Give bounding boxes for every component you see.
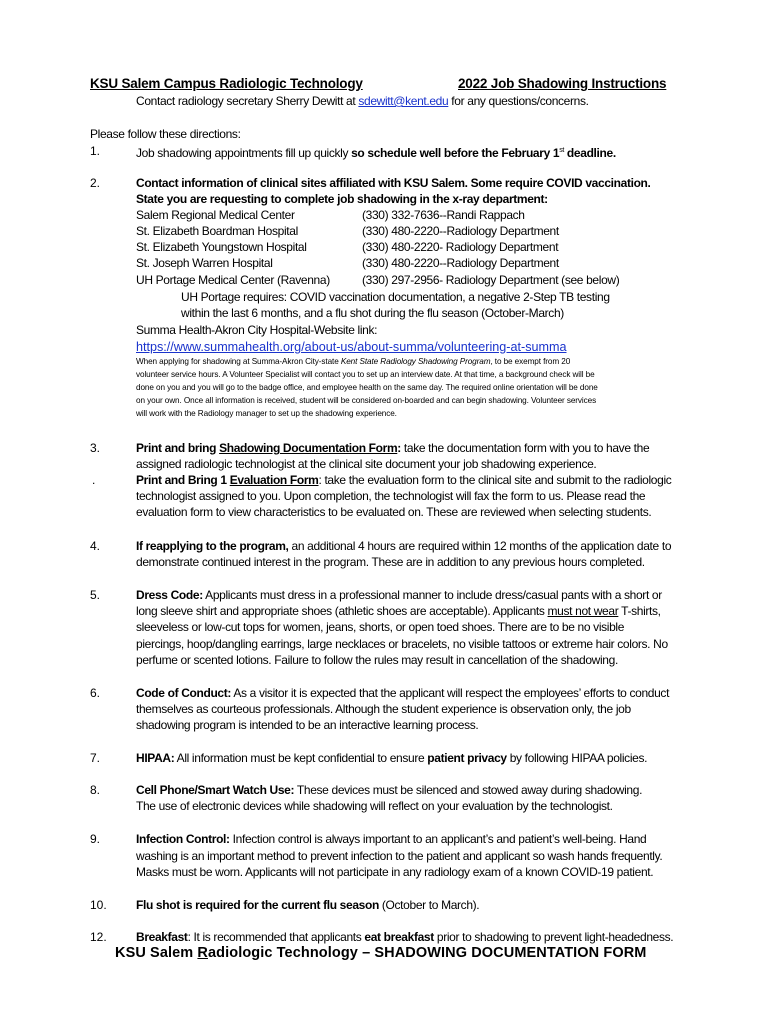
item-1-number: 1. xyxy=(90,144,101,158)
contact-suffix: for any questions/concerns. xyxy=(448,94,589,108)
site-phone: (330) 480-2220--Radiology Department xyxy=(362,224,559,238)
intro-text: Please follow these directions: xyxy=(90,127,241,141)
item-3-sub-number: . xyxy=(92,473,96,487)
item-2-heading-line1: Contact information of clinical sites affiliated with KSU Salem. Some require COVID vaccination. xyxy=(136,176,651,190)
portage-requirements-line1: UH Portage requires: COVID vaccination documentation, a negative 2-Step TB testing xyxy=(181,290,610,304)
item-3-sub-line3: evaluation form to view characteristics to be evaluated on. These are reviewed when selecting students. xyxy=(136,505,652,519)
item-7-line1: HIPAA: All information must be kept confidential to ensure patient privacy by following HIPAA policies. xyxy=(136,751,648,765)
summa-label: Summa Health-Akron City Hospital-Website link: xyxy=(136,323,378,337)
item-2-heading-line2: State you are requesting to complete job shadowing in the x-ray department: xyxy=(136,192,548,206)
item-5-line5: perfume or scented lotions. Failure to follow the rules may result in cancellation of the shadowing. xyxy=(136,653,618,667)
document-title-right: 2022 Job Shadowing Instructions xyxy=(458,76,667,91)
item-9-number: 9. xyxy=(90,832,101,846)
contact-prefix: Contact radiology secretary Sherry Dewitt at xyxy=(136,94,359,108)
item-3-line1: Print and bring Shadowing Documentation Form: take the documentation form with you to have the xyxy=(136,441,650,455)
item-7-number: 7. xyxy=(90,751,101,765)
site-name: St. Joseph Warren Hospital xyxy=(136,256,273,270)
item-3-sub-line1: Print and Bring 1 Evaluation Form: take the evaluation form to the clinical site and submit to the radiologic xyxy=(136,473,672,487)
summa-website-link[interactable]: https://www.summahealth.org/about-us/about-summa/volunteering-at-summa xyxy=(136,340,567,354)
site-name: UH Portage Medical Center (Ravenna) xyxy=(136,273,330,287)
site-phone: (330) 480-2220- Radiology Department xyxy=(362,240,559,254)
shadowing-form-title: KSU Salem Radiologic Technology – SHADOWING DOCUMENTATION FORM xyxy=(115,945,647,961)
item-3-line2: assigned radiologic technologist at the clinical site document your job shadowing experience. xyxy=(136,457,597,471)
item-12-number: 12. xyxy=(90,930,107,944)
item-5-line3: sleeveless or low-cut tops for women, jeans, shorts, or open toed shoes. There are to be no visible xyxy=(136,620,625,634)
item-8-number: 8. xyxy=(90,783,101,797)
item-5-number: 5. xyxy=(90,588,101,602)
summa-note-line2: volunteer service hours. A Volunteer Specialist will contact you to set up an interview date. At that time, a background check will be xyxy=(136,370,595,379)
item-8-line1: Cell Phone/Smart Watch Use: These devices must be silenced and stowed away during shadowing. xyxy=(136,783,643,797)
site-phone: (330) 480-2220--Radiology Department xyxy=(362,256,559,270)
item-12-line1: Breakfast: It is recommended that applicants eat breakfast prior to shadowing to prevent light-headedness. xyxy=(136,930,674,944)
summa-note-line1: When applying for shadowing at Summa-Akron City-state Kent State Radiology Shadowing Program, to be exempt from 20 xyxy=(136,357,571,366)
item-9-line2: washing is an important method to prevent infection to the patient and applicant so wash hands frequently. xyxy=(136,849,663,863)
item-9-line3: Masks must be worn. Applicants will not participate in any radiology exam of a known COVID-19 patient. xyxy=(136,865,654,879)
item-6-line2: themselves as courteous professionals. Although the student experience is observation only, the job xyxy=(136,702,631,716)
site-name: Salem Regional Medical Center xyxy=(136,208,295,222)
item-10-line1: Flu shot is required for the current flu season (October to March). xyxy=(136,898,480,912)
site-name: St. Elizabeth Boardman Hospital xyxy=(136,224,298,238)
contact-line xyxy=(136,93,589,109)
portage-requirements-line2: within the last 6 months, and a flu shot during the flu season (October-March) xyxy=(181,306,564,320)
document-title-left: KSU Salem Campus Radiologic Technology xyxy=(90,76,363,91)
site-name: St. Elizabeth Youngstown Hospital xyxy=(136,240,307,254)
summa-note-line3: done on you and you will go to the badge office, and employee health on the same day. The required online orientation will be done xyxy=(136,383,598,392)
item-3-sub-line2: technologist assigned to you. Upon completion, the technologist will fax the form to us. Please read the xyxy=(136,489,646,503)
item-4-line1: If reapplying to the program, an additional 4 hours are required within 12 months of the application date to xyxy=(136,539,672,553)
item-1-text: Job shadowing appointments fill up quickly so schedule well before the February 1st deadline. xyxy=(136,146,616,160)
contact-email-link[interactable]: sdewitt@kent.edu xyxy=(358,94,449,108)
item-6-line3: shadowing program is intended to be an interactive learning process. xyxy=(136,718,479,732)
item-6-number: 6. xyxy=(90,686,101,700)
item-5-line4: piercings, hoop/dangling earrings, large necklaces or bracelets, no visible tattoos or extreme hair colors. No xyxy=(136,637,668,651)
item-3-number: 3. xyxy=(90,441,101,455)
site-phone: (330) 332-7636--Randi Rappach xyxy=(362,208,525,222)
summa-note-line5: will work with the Radiology manager to set up the shadowing experience. xyxy=(136,409,397,418)
item-8-line2: The use of electronic devices while shadowing will reflect on your evaluation by the technologist. xyxy=(136,799,613,813)
summa-note-line4: on your own. Once all information is received, student will be considered on-boarded and can begin shadowing. Volunteer services xyxy=(136,396,597,405)
item-6-line1: Code of Conduct: As a visitor it is expected that the applicant will respect the employees’ efforts to conduct xyxy=(136,686,670,700)
item-10-number: 10. xyxy=(90,898,107,912)
item-4-line2: demonstrate continued interest in the program. These are in addition to any previous hours completed. xyxy=(136,555,645,569)
site-phone: (330) 297-2956- Radiology Department (see below) xyxy=(362,273,620,287)
item-4-number: 4. xyxy=(90,539,101,553)
item-5-line2: long sleeve shirt and appropriate shoes (athletic shoes are acceptable). Applicants must not wear T-shirts, xyxy=(136,604,661,618)
item-2-number: 2. xyxy=(90,176,101,190)
item-9-line1: Infection Control: Infection control is always important to an applicant’s and patient’s well-being. Hand xyxy=(136,832,647,846)
item-5-line1: Dress Code: Applicants must dress in a professional manner to include dress/casual pants with a short or xyxy=(136,588,662,602)
